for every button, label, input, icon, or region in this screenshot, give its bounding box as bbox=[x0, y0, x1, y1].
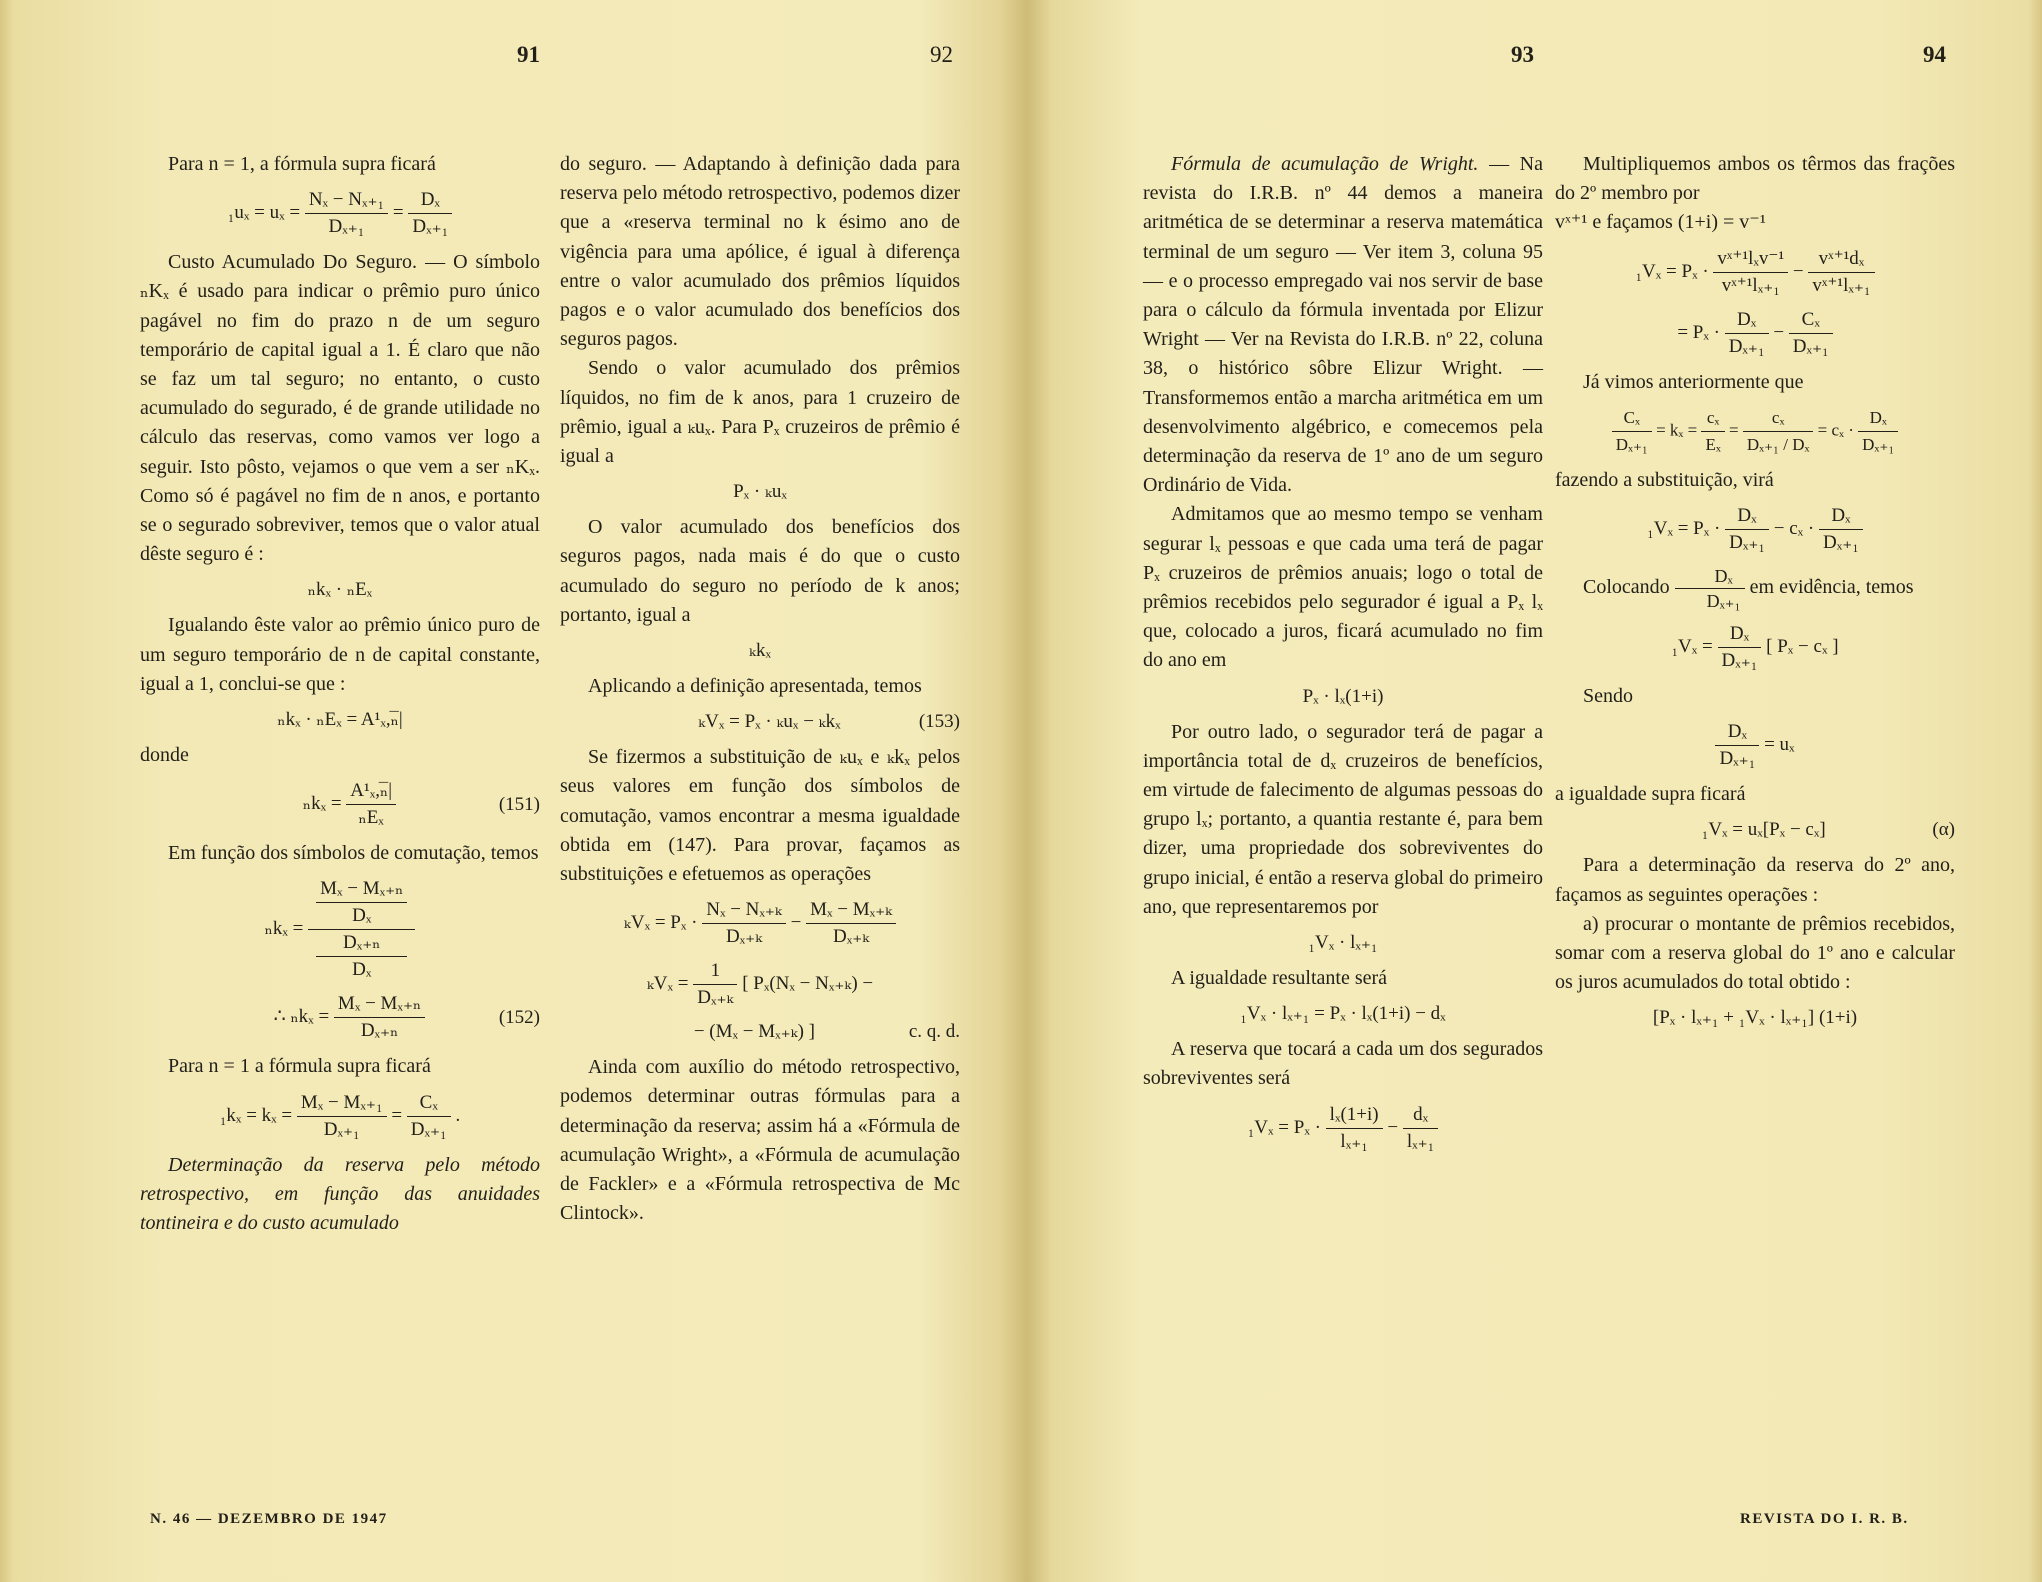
page-edge-left bbox=[0, 0, 14, 1582]
equation-number: (153) bbox=[918, 711, 960, 733]
formula-kx: ₁kₓ = kₓ = $\frac{\text{Mₓ − Mₓ₊₁}}{\text{Dₓ₊₁}}$ = $\frac{\text{Cₓ}}{\text{Dₓ₊₁}}$ . bbox=[140, 1090, 540, 1143]
section-heading-italic: Determinação da reserva pelo método retrospectivo, em função das anuidades tontineira e do custo acumulado bbox=[140, 1153, 540, 1235]
paragraph: Ainda com auxílio do método retrospectivo, podemos determinar outras fórmulas para a determinação da reserva; assim há a «Fórmula de acumulação Wright», a «Fórmula de acumulação de Fackler» e a «Fórmula retrospectiva de Mc Clintock». bbox=[560, 1056, 960, 1225]
paragraph: Para n = 1 a fórmula supra ficará bbox=[168, 1055, 431, 1078]
formula-1vx-d: = Pₓ · $\frac{\text{Dₓ}}{\text{Dₓ₊₁}}$ − $\frac{\text{Cₓ}}{\text{Dₓ₊₁}}$ bbox=[1555, 307, 1955, 360]
formula-152: ∴ ₙkₓ = $\frac{\text{Mₓ − Mₓ₊ₙ}}{\text{Dₓ₊ₙ}}$ (152) bbox=[140, 991, 540, 1044]
paragraph: Aplicando a definição apresentada, temos bbox=[588, 675, 922, 698]
formula: ₁Vₓ · lₓ₊₁ = Pₓ · lₓ(1+i) − dₓ bbox=[1240, 1003, 1446, 1025]
paragraph: a) procurar o montante de prêmios recebidos, somar com a reserva global do 1º ano e calcular os juros acumulados do total obtido : bbox=[1555, 912, 1955, 994]
page-edge-right bbox=[2028, 0, 2042, 1582]
paragraph: fazendo a substituição, virá bbox=[1555, 468, 1774, 491]
equation-number: (152) bbox=[498, 1006, 540, 1028]
paragraph: Multipliquemos ambos os têrmos das frações do 2º membro por bbox=[1555, 153, 1955, 205]
paragraph: Colocando $\frac{\text{Dₓ}}{\text{Dₓ₊₁}}$ em evidência, temos bbox=[1583, 566, 1914, 612]
section-heading-italic: Fórmula de acumulação de Wright. bbox=[1171, 153, 1479, 175]
formula-substitution: ₁Vₓ = Pₓ · $\frac{\text{Dₓ}}{\text{Dₓ₊₁}}$ − cₓ · $\frac{\text{Dₓ}}{\text{Dₓ₊₁}}$ bbox=[1555, 503, 1955, 556]
paragraph: Admitamos que ao mesmo tempo se venham segurar lₓ pessoas e que cada uma terá de pagar Pₓ cruzeiros de prêmios anuais; logo o total de prêmios recebidos pelo segurador é igual a Pₓ lₓ que, colocado a juros, ficará acumulado no fim do ano em bbox=[1143, 503, 1543, 672]
formula: [Pₓ · lₓ₊₁ + ₁Vₓ · lₓ₊₁] (1+i) bbox=[1652, 1007, 1858, 1029]
formula-kvx: ₖVₓ = Pₓ · $\frac{\text{Nₓ − Nₓ₊ₖ}}{\text{Dₓ₊ₖ}}$ − $\frac{\text{Mₓ − Mₓ₊ₖ}}{\text{Dₓ₊ₖ}}$ bbox=[560, 897, 960, 950]
equation-number: (151) bbox=[498, 793, 540, 815]
column-page-94 bbox=[1555, 150, 1955, 1039]
page-number-94: 94 bbox=[1923, 42, 1946, 67]
formula-ux: $\frac{\text{Dₓ}}{\text{Dₓ₊₁}}$ = uₓ bbox=[1555, 719, 1955, 772]
formula-151: ₙkₓ = $\frac{\text{A¹ₓ,ₙ̅|}}{\text{ₙEₓ}}$ (151) bbox=[140, 778, 540, 831]
formula: ₙkₓ · ₙEₓ = A¹ₓ,ₙ̅| bbox=[277, 709, 403, 731]
column-page-92 bbox=[560, 150, 960, 1228]
formula-153: ₖVₓ = Pₓ · ₖuₓ − ₖkₓ (153) bbox=[560, 709, 960, 735]
paragraph: Custo Acumulado Do Seguro. — O símbolo ₙKₓ é usado para indicar o prêmio puro único pagável no fim do prazo n de um seguro temporário de capital igual a 1. É claro que não se faz um tal seguro; no entanto, o custo acumulado do segurado, é de grande utilidade no cálculo das reservas, como vamos ver logo a seguir. Isto pôsto, vejamos o que vem a ser ₙKₓ. Como só é pagável no fim de n anos, e portanto se o segurado sobreviver, temos que o valor atual dêste seguro é : bbox=[140, 251, 540, 566]
paragraph: Por outro lado, o segurador terá de pagar a importância total de dₓ cruzeiros de benefícios, em virtude de falecimento de algumas pessoas do grupo lₓ; portanto, a quantia restante é, para bem dizer, uma propriedade dos sobreviventes do grupo inicial, é então a reserva global do primeiro ano, que representaremos por bbox=[1143, 720, 1543, 918]
formula: ₁Vₓ · lₓ₊₁ bbox=[1308, 932, 1378, 954]
paragraph: donde bbox=[140, 744, 189, 767]
formula-1vx: ₁Vₓ = Pₓ · $\frac{\text{lₓ(1+i)}}{\text{lₓ₊₁}}$ − $\frac{\text{dₓ}}{\text{lₓ₊₁}}$ bbox=[1143, 1102, 1543, 1155]
page-number-91: 91 bbox=[517, 42, 540, 67]
paragraph: Em função dos símbolos de comutação, temos bbox=[168, 842, 539, 865]
paragraph: O valor acumulado dos benefícios dos seguros pagos, nada mais é do que o custo acumulado do seguro no período de k anos; portanto, igual a bbox=[560, 516, 960, 626]
paragraph: Igualando êste valor ao prêmio único puro de um seguro temporário de n de capital constante, igual a 1, conclui-se que : bbox=[140, 614, 540, 695]
paragraph: Se fizermos a substituição de ₖuₓ e ₖkₓ pelos seus valores em função dos símbolos de comutação, vamos encontrar a mesma igualdade obtida em (147). Para provar, façamos as substituições e efetuemos as operações bbox=[560, 746, 960, 886]
paragraph: Fórmula de acumulação de Wright. — Na revista do I.R.B. nº 44 demos a maneira aritmética de se determinar a reserva matemática terminal de um seguro — Ver item 3, coluna 95 — e o processo empregado vai nos servir de base para o cálculo da fórmula inventada por Elizur Wright — Ver na Revista do I.R.B. nº 22, coluna 38, o histórico sôbre Elizur Wright. — Transformemos então a marcha aritmética em um desenvolvimento algébrico, e comecemos pela determinação da reserva de 1º ano de um seguro Ordinário de Vida. bbox=[1143, 153, 1543, 497]
qed-note: c. q. d. bbox=[908, 1021, 960, 1043]
formula-uk: ₁uₓ = uₓ = $\frac{\text{Nₓ − Nₓ₊₁}}{\text{Dₓ₊₁}}$ = $\frac{\text{Dₓ}}{\text{Dₓ₊₁}}$ bbox=[140, 187, 540, 240]
paragraph: do seguro. — Adaptando à definição dada para reserva pelo método retrospectivo, podemos dizer que a «reserva terminal no k ésimo ano de vigência para uma apólice, é igual à diferença entre o valor acumulado dos prêmios líquidos pagos e o valor acumulado dos benefícios dos seguros pagos. bbox=[560, 153, 960, 351]
footer-journal: REVISTA DO I. R. B. bbox=[1740, 1511, 1909, 1527]
paragraph: vˣ⁺¹ e façamos (1+i) = v⁻¹ bbox=[1555, 211, 1766, 234]
paragraph: Já vimos anteriormente que bbox=[1583, 370, 1804, 393]
page-number-93: 93 bbox=[1511, 42, 1534, 67]
formula: ₖkₓ bbox=[749, 640, 771, 662]
formula: Pₓ · ₖuₓ bbox=[733, 481, 787, 503]
paragraph: A reserva que tocará a cada um dos segurados sobreviventes será bbox=[1143, 1038, 1543, 1090]
column-page-91 bbox=[140, 150, 540, 1238]
paragraph: Sendo o valor acumulado dos prêmios líquidos, no fim de k anos, para 1 cruzeiro de prêmio, igual a ₖuₓ. Para Pₓ cruzeiros de prêmio é igual a bbox=[560, 357, 960, 468]
formula-compound-fraction: ₙkₓ = Mₓ − Mₓ₊ₙ Dₓ Dₓ₊ₙ Dₓ bbox=[140, 876, 540, 983]
paragraph: Para a determinação da reserva do 2º ano, façamos as seguintes operações : bbox=[1555, 854, 1955, 906]
equation-number: (α) bbox=[1932, 819, 1955, 841]
formula: ₙkₓ · ₙEₓ bbox=[307, 579, 373, 601]
formula-kvx-expanded: ₖVₓ = $\frac{1}{\text{Dₓ₊ₖ}}$ [ Pₓ(Nₓ − Nₓ₊ₖ) − bbox=[560, 958, 960, 1011]
formula-alpha: ₁Vₓ = uₓ[Pₓ − cₓ] (α) bbox=[1555, 817, 1955, 843]
formula-1vx-v: ₁Vₓ = Pₓ · $\frac{\text{vˣ⁺¹lₓv⁻¹}}{\text{vˣ⁺¹lₓ₊₁}}$ − $\frac{\text{vˣ⁺¹dₓ}}{\text{vˣ⁺¹lₓ₊₁}}$ bbox=[1555, 246, 1955, 299]
paragraph: Para n = 1, a fórmula supra ficará bbox=[168, 153, 436, 175]
column-page-93 bbox=[1143, 150, 1543, 1163]
formula-evidence: ₁Vₓ = $\frac{\text{Dₓ}}{\text{Dₓ₊₁}}$ [ Pₓ − cₓ ] bbox=[1555, 621, 1955, 674]
footer-issue: N. 46 — DEZEMBRO DE 1947 bbox=[150, 1511, 388, 1527]
page-number-92: 92 bbox=[930, 42, 953, 67]
paragraph: A igualdade resultante será bbox=[1171, 967, 1388, 990]
paragraph: Sendo bbox=[1583, 685, 1633, 708]
formula: Pₓ · lₓ(1+i) bbox=[1302, 685, 1384, 707]
paragraph: a igualdade supra ficará bbox=[1555, 783, 1746, 806]
formula-continuation: − (Mₓ − Mₓ₊ₖ) ] c. q. d. bbox=[560, 1019, 960, 1045]
formula-kx-chain: $\frac{\text{Cₓ}}{\text{Dₓ₊₁}}$ = kₓ = $\frac{\text{cₓ}}{\text{Eₓ}}$ = $\frac{\text{cₓ}}{\text{Dₓ₊₁ / Dₓ}}$ = cₓ · $\frac{\text{Dₓ}}{\text{Dₓ₊₁}}$ bbox=[1555, 405, 1955, 458]
